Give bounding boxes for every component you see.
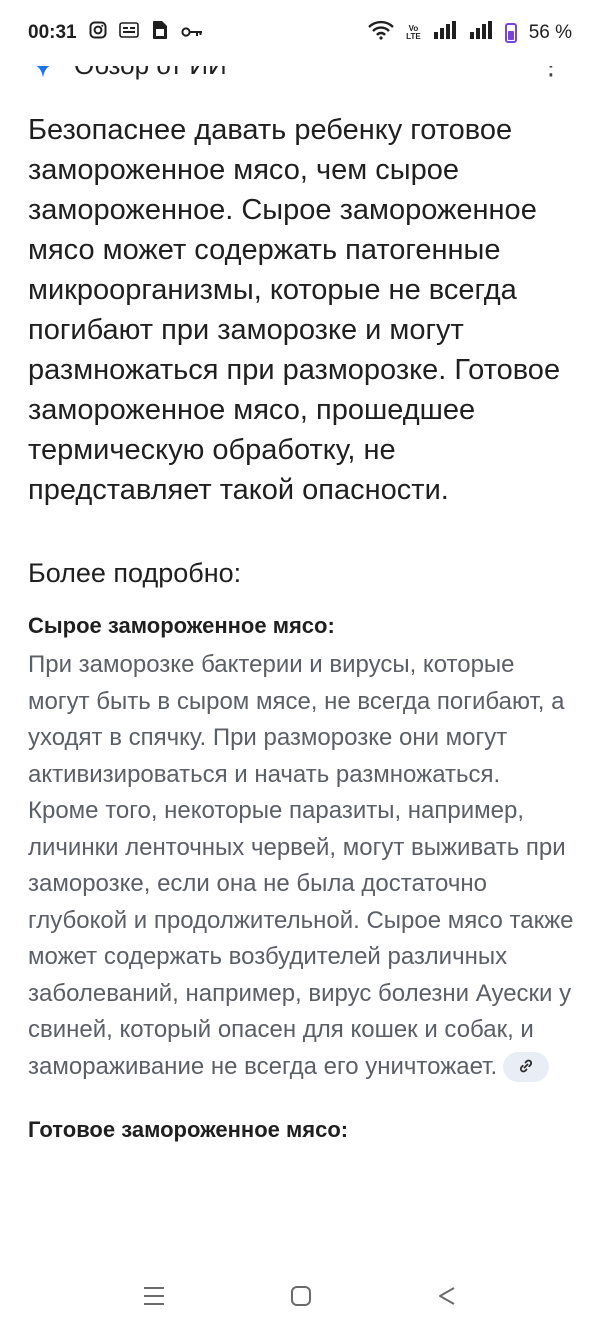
status-left [28,20,203,46]
battery-percent: 56 % [528,22,572,43]
volte-top: Vo [408,24,419,33]
status-bar [0,0,600,66]
summary-text: Безопаснее давать ребенку готовое замороженное мясо, чем сырое замороженное. Сырое замороженное мясо может содержать патогенные микроорганизмы, которые не всегда погибают при заморозке и могут размножаться при разморозке. Готовое замороженное мясо, прошедшее термическую обработку, не представляет такой опасности. [28,114,561,506]
source-link-chip[interactable] [503,1052,549,1082]
volte-indicator [406,25,421,41]
home-button[interactable] [290,1285,312,1312]
link-icon [518,1049,534,1086]
instagram-icon [89,21,107,45]
wifi-icon [368,20,394,46]
section-heading-raw: Сырое замороженное мясо: [28,613,335,638]
signal-strength-icon [433,21,457,45]
section-text-raw [28,647,576,1085]
section-heading-cooked: Готовое замороженное мясо: [28,1117,349,1142]
notification-app-icon [119,21,139,45]
key-icon [181,22,203,44]
ai-overview-content [28,110,576,1143]
battery-icon [505,23,517,43]
recent-apps-button[interactable] [142,1285,166,1312]
status-time: 00:31 [28,22,77,43]
more-details-heading: Более подробно: [28,558,242,588]
status-right [368,20,572,46]
system-nav-bar [0,1257,600,1339]
section-text-raw-body: При заморозке бактерии и вирусы, которые могут быть в сыром мясе, не всегда погибают, а уходят в спячку. При разморозке они могут активизироваться и начать размножаться. Кроме того, некоторые паразиты, например, личинки ленточных червей, могут выживать при заморозке, если она не была достаточно глубокой и продолжительной. Сырое мясо также может содержать возбудителей различных заболеваний, например, вирус болезни Ауески у свиней, который опасен для кошек и собак, и замораживание не всегда его уничтожает. [28,651,574,1080]
signal-strength-2-icon [469,21,493,45]
volte-bottom: LTE [406,32,421,41]
back-button[interactable] [436,1285,458,1312]
sim-card-icon [151,20,169,46]
